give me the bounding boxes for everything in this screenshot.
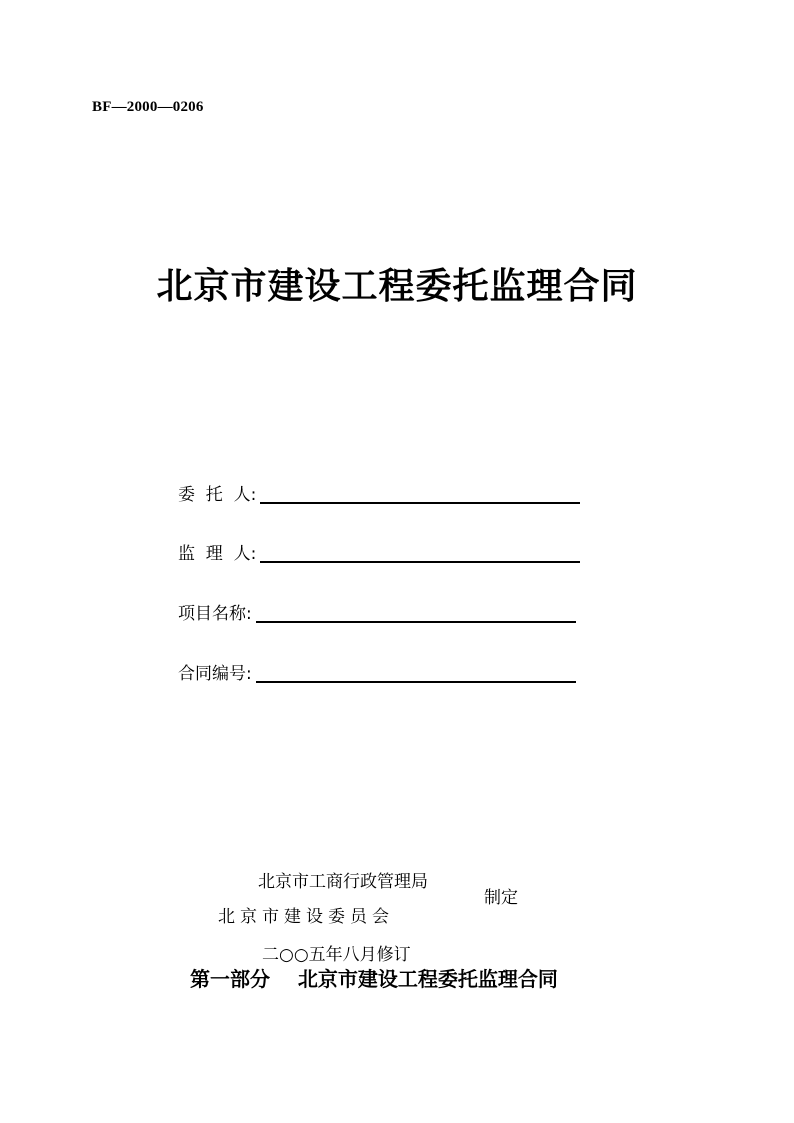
field-client <box>178 476 580 506</box>
field-project-name-blank[interactable] <box>256 601 576 623</box>
field-client-blank[interactable] <box>260 482 580 504</box>
revision-date: 二○○五年八月修订 <box>262 945 411 965</box>
issuer-construction-committee: 北京市建设委员会 <box>218 907 394 927</box>
page-title: 北京市建设工程委托监理合同 <box>156 266 638 307</box>
field-client-label: 委 托 人: <box>178 485 257 505</box>
field-contract-number <box>178 655 576 685</box>
made-by-label: 制定 <box>484 888 518 908</box>
field-supervisor <box>178 535 580 565</box>
field-project-name-label: 项目名称: <box>178 604 252 624</box>
field-supervisor-label: 监 理 人: <box>178 544 257 564</box>
field-contract-number-blank[interactable] <box>256 661 576 683</box>
section-heading: 第一部分 北京市建设工程委托监理合同 <box>190 967 558 991</box>
issuer-industry-commerce-bureau: 北京市工商行政管理局 <box>258 872 428 892</box>
field-project-name <box>178 595 576 625</box>
document-code: BF—2000—0206 <box>92 99 204 115</box>
field-contract-number-label: 合同编号: <box>178 664 252 684</box>
field-supervisor-blank[interactable] <box>260 541 580 563</box>
